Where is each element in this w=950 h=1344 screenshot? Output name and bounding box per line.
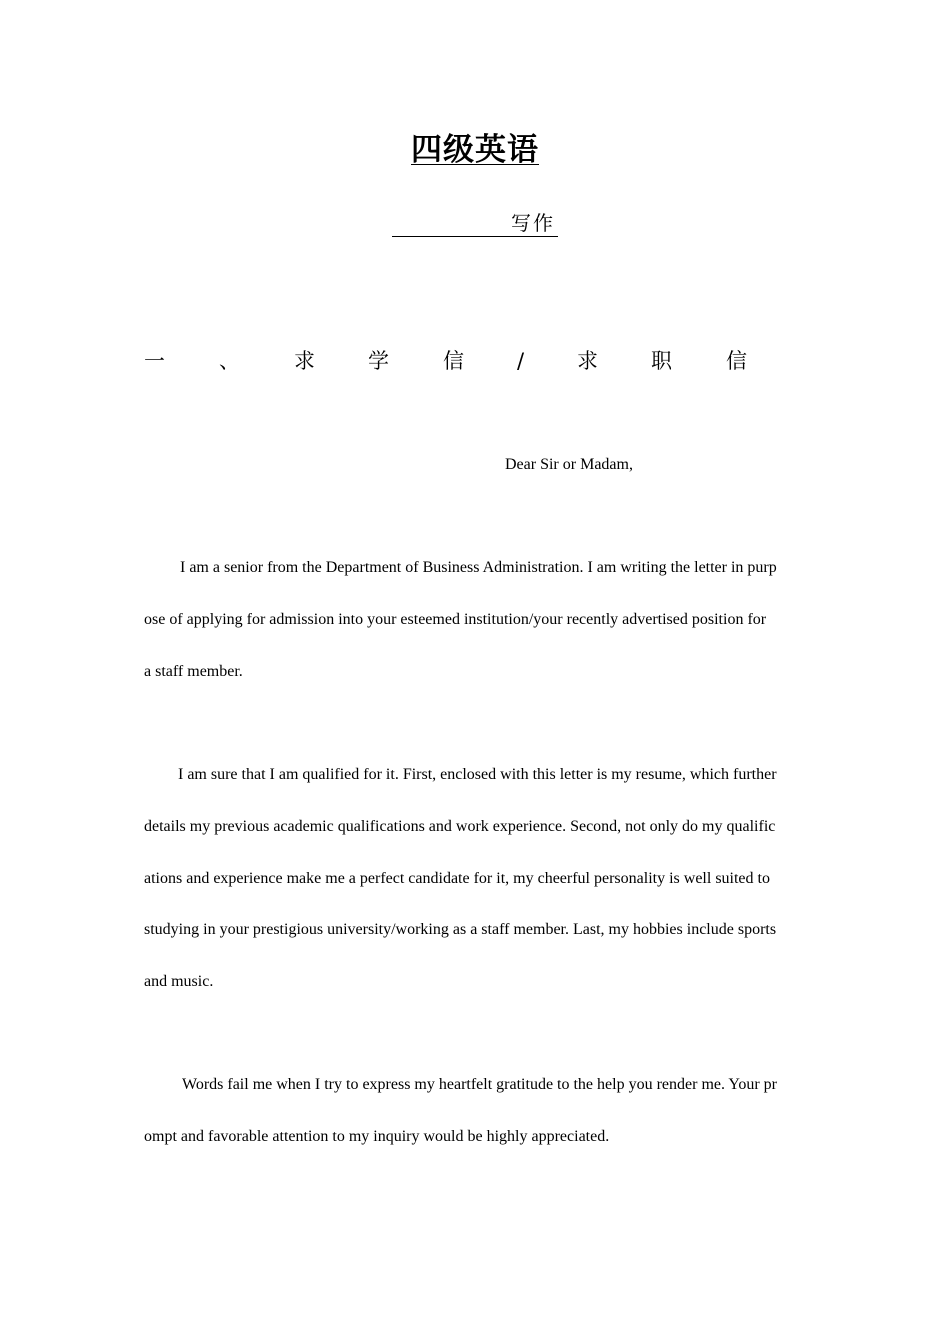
paragraph-line: and music. xyxy=(144,973,214,990)
section-heading-char: 职 xyxy=(651,349,672,373)
subtitle-blank-underline xyxy=(392,236,558,237)
section-heading-char: 、 xyxy=(219,349,240,373)
section-heading-char: / xyxy=(517,349,525,373)
document-title-text: 四级英语 xyxy=(411,132,539,168)
section-heading-char: 求 xyxy=(577,349,598,373)
paragraph-line: details my previous academic qualifications and work experience. Second, not only do my qualific xyxy=(144,818,776,835)
section-heading xyxy=(144,346,764,378)
paragraph-line: ose of applying for admission into your esteemed institution/your recently advertised position for xyxy=(144,611,767,628)
paragraph-line: studying in your prestigious university/working as a staff member. Last, my hobbies include sports xyxy=(144,921,777,938)
letter-salutation: Dear Sir or Madam, xyxy=(505,456,633,473)
section-heading-char: 信 xyxy=(726,349,747,373)
paragraph-line: I am sure that I am qualified for it. First, enclosed with this letter is my resume, which further xyxy=(178,766,777,783)
paragraph-line: a staff member. xyxy=(144,663,243,680)
paragraph-line: I am a senior from the Department of Business Administration. I am writing the letter in purp xyxy=(180,559,777,576)
section-heading-char: 一 xyxy=(144,349,165,373)
paragraph-line: Words fail me when I try to express my heartfelt gratitude to the help you render me. Your pr xyxy=(182,1076,777,1093)
section-heading-char: 求 xyxy=(294,349,315,373)
subtitle-label: 写作 xyxy=(511,211,555,235)
document-title xyxy=(0,128,950,172)
section-heading-char: 信 xyxy=(443,349,464,373)
paragraph-line: ompt and favorable attention to my inquiry would be highly appreciated. xyxy=(144,1128,610,1145)
paragraph-line: ations and experience make me a perfect candidate for it, my cheerful personality is well suited to xyxy=(144,870,770,887)
document-subtitle xyxy=(392,208,562,240)
section-heading-char: 学 xyxy=(368,349,389,373)
